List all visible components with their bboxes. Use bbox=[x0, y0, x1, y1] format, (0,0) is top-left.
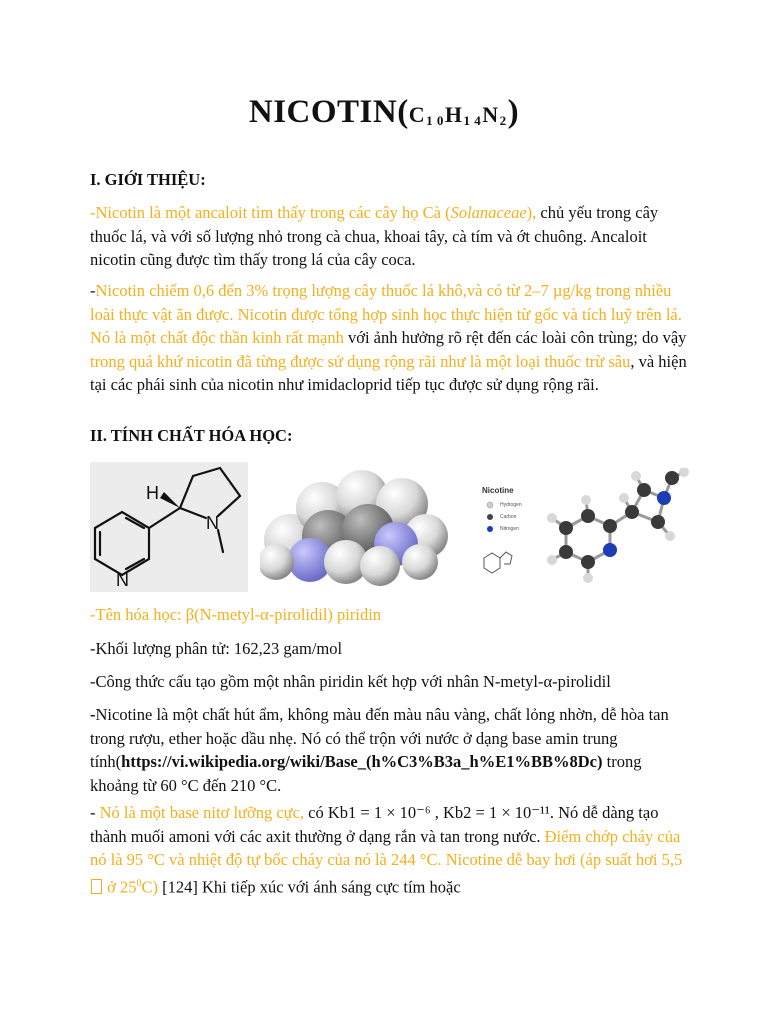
chemical-name-line: -Tên hóa học: β(N-metyl-α-pirolidil) piridin bbox=[90, 605, 382, 624]
structure-line: -Công thức cấu tạo gồm một nhân piridin kết hợp với nhân N-metyl-α-pirolidil bbox=[90, 672, 611, 691]
page-title bbox=[0, 94, 768, 131]
space-filling-model-image bbox=[260, 470, 450, 588]
pyridine-nitrogen-label: N bbox=[116, 570, 129, 590]
molecular-mass-line: -Khối lượng phân tử: 162,23 gam/mol bbox=[90, 639, 343, 658]
missing-glyph-box bbox=[91, 879, 102, 894]
title-close: ) bbox=[507, 94, 520, 130]
title-formula: $C_{1 0}H_{1 4}N_2$ bbox=[408, 102, 507, 128]
paragraph-intro-2: -Nicotin chiếm 0,6 đến 3% trọng lượng cây thuốc lá khô,và có từ 2–7 µg/kg trong nhiều loài thực vật ăn được. Nicotin được tổng hợp sinh học thực hiện từ gốc và tích luỹ trên lá. Nó là một chất độc thần kinh rất mạnh với ảnh hưởng rõ rệt đến các loài côn trùng; do vậy trong quá khứ nicotin đã từng được sử dụng rộng rãi như là một loại thuốc trừ sâu, và hiện tại các phái sinh của nicotin như imidacloprid tiếp tục được sử dụng rộng rãi. bbox=[90, 281, 687, 394]
section-heading-chemistry: II. TÍNH CHẤT HÓA HỌC: bbox=[90, 426, 293, 445]
figures-row bbox=[90, 462, 690, 594]
paragraph-base-properties: - Nó là một base nitơ lưỡng cực, có Kb1 = 1 × 10⁻⁶ , Kb2 = 1 × 10⁻¹¹. Nó dễ dàng tạo thành muối amoni với các axit thường ở dạng rắn và tan trong nước. Điểm chớp cháy của nó là 95 °C và nhiệt độ tự bốc cháy của nó là 244 °C. Nicotine dễ bay hơi (áp suất hơi 5,5 ở $25^0C$) [124] Khi tiếp xúc với ánh sáng cực tím hoặc bbox=[90, 803, 683, 896]
paragraph-properties: -Nicotine là một chất hút ẩm, không màu đến màu nâu vàng, chất lỏng nhờn, dễ hòa tan trong rượu, ether hoặc dầu nhẹ. Nó có thể trộn với nước ở dạng base amin trung tính(https://vi.wikipedia.org/wiki/Base_(h%C3%B3a_h%E1%BB%8Dc) trong khoảng từ 60 °C đến 210 °C. bbox=[90, 705, 669, 795]
paragraph-intro-1: -Nicotin là một ancaloit tìm thấy trong các cây họ Cà (Solanaceae), chủ yếu trong cây thuốc lá, và với số lượng nhỏ trong cà chua, khoai tây, cà tím và ớt chuông. Ancaloit nicotin cũng được tìm thấy trong lá của cây coca. bbox=[90, 203, 659, 269]
wikipedia-link[interactable]: https://vi.wikipedia.org/wiki/Base_(h%C3%B3a_h%E1%BB%8Dc) bbox=[121, 752, 603, 771]
pyrrolidine-nitrogen-label: N bbox=[206, 513, 219, 533]
legend-nitrogen: Nitrogen bbox=[500, 526, 519, 532]
hydrogen-label: H bbox=[146, 483, 159, 503]
model-legend-title: Nicotine bbox=[482, 486, 514, 495]
title-main: NICOTIN( bbox=[248, 94, 409, 130]
skeletal-formula-image bbox=[90, 462, 248, 592]
ball-and-stick-model-image bbox=[478, 468, 690, 588]
legend-carbon: Carbon bbox=[500, 514, 517, 520]
legend-hydrogen: Hydrogen bbox=[500, 502, 522, 508]
section-heading-intro: I. GIỚI THIỆU: bbox=[90, 170, 206, 189]
